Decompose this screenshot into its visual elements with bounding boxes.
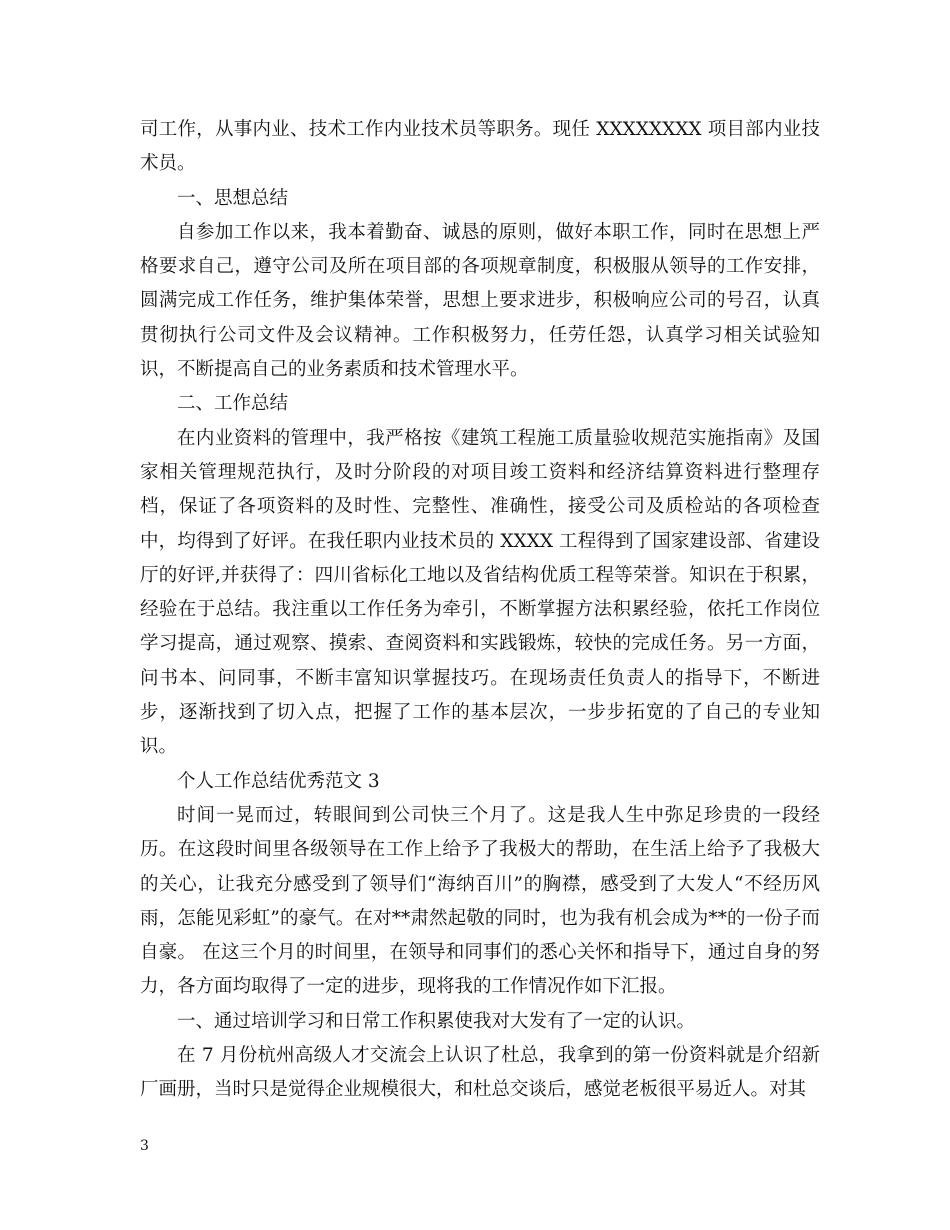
section-heading: 一、通过培训学习和日常工作积累使我对大发有了一定的认识。: [177, 1010, 696, 1032]
paragraph: 自参加工作以来，我本着勤奋、诚恳的原则，做好本职工作，同时在思想上严格要求自己，遵守公司及所在项目部的各项规章制度，积极服从领导的工作安排，圆满完成工作任务，维护集体荣誉，思想上要求进步，积极响应公司的号召，认真贯彻执行公司文件及会议精神。工作积极努力，任劳任怨，认真学习相关试验知识，不断提高自己的业务素质和技术管理水平。: [140, 221, 820, 381]
paragraph: 在内业资料的管理中，我严格按《建筑工程施工质量验收规范实施指南》及国家相关管理规范执行，及时分阶段的对项目竣工资料和经济结算资料进行整理存档，保证了各项资料的及时性、完整性、准确性，接受公司及质检站的各项检查中，均得到了好评。在我任职内业技术员的 XXXX 工程得到了国家建设部、省建设厅的好评,并获得了：四川省标化工地以及省结构优质工程等荣誉。知识在于积累，经验在于总结。我注重以工作任务为牵引，不断掌握方法积累经验，依托工作岗位学习提高，通过观察、摸索、查阅资料和实践锻炼，较快的完成任务。另一方面，问书本、问同事，不断丰富知识掌握技巧。在现场责任负责人的指导下，不断进步，逐渐找到了切入点，把握了工作的基本层次，一步步拓宽的了自己的专业知识。: [140, 427, 820, 758]
article-title: 个人工作总结优秀范文 3: [177, 770, 380, 792]
paragraph: 在 7 月份杭州高级人才交流会上认识了杜总，我拿到的第一份资料就是介绍新厂画册，当时只是觉得企业规模很大，和杜总交谈后，感觉老板很平易近人。对其: [140, 1045, 820, 1101]
page-number: 3: [140, 1138, 149, 1154]
paragraph: 司工作，从事内业、技术工作内业技术员等职务。现任 XXXXXXXX 项目部内业技术员。: [140, 119, 820, 175]
section-heading: 二、工作总结: [177, 393, 289, 415]
section-heading: 一、思想总结: [177, 187, 289, 209]
paragraph: 时间一晃而过，转眼间到公司快三个月了。这是我人生中弥足珍贵的一段经历。在这段时间里各级领导在工作上给予了我极大的帮助，在生活上给予了我极大的关心，让我充分感受到了领导们“海纳百川”的胸襟，感受到了大发人“不经历风雨，怎能见彩虹”的豪气。在对**肃然起敬的同时，也为我有机会成为**的一份子而自豪。 在这三个月的时间里，在领导和同事们的悉心关怀和指导下，通过自身的努力，各方面均取得了一定的进步，现将我的工作情况作如下汇报。: [140, 804, 820, 998]
document-body: [140, 113, 820, 1108]
